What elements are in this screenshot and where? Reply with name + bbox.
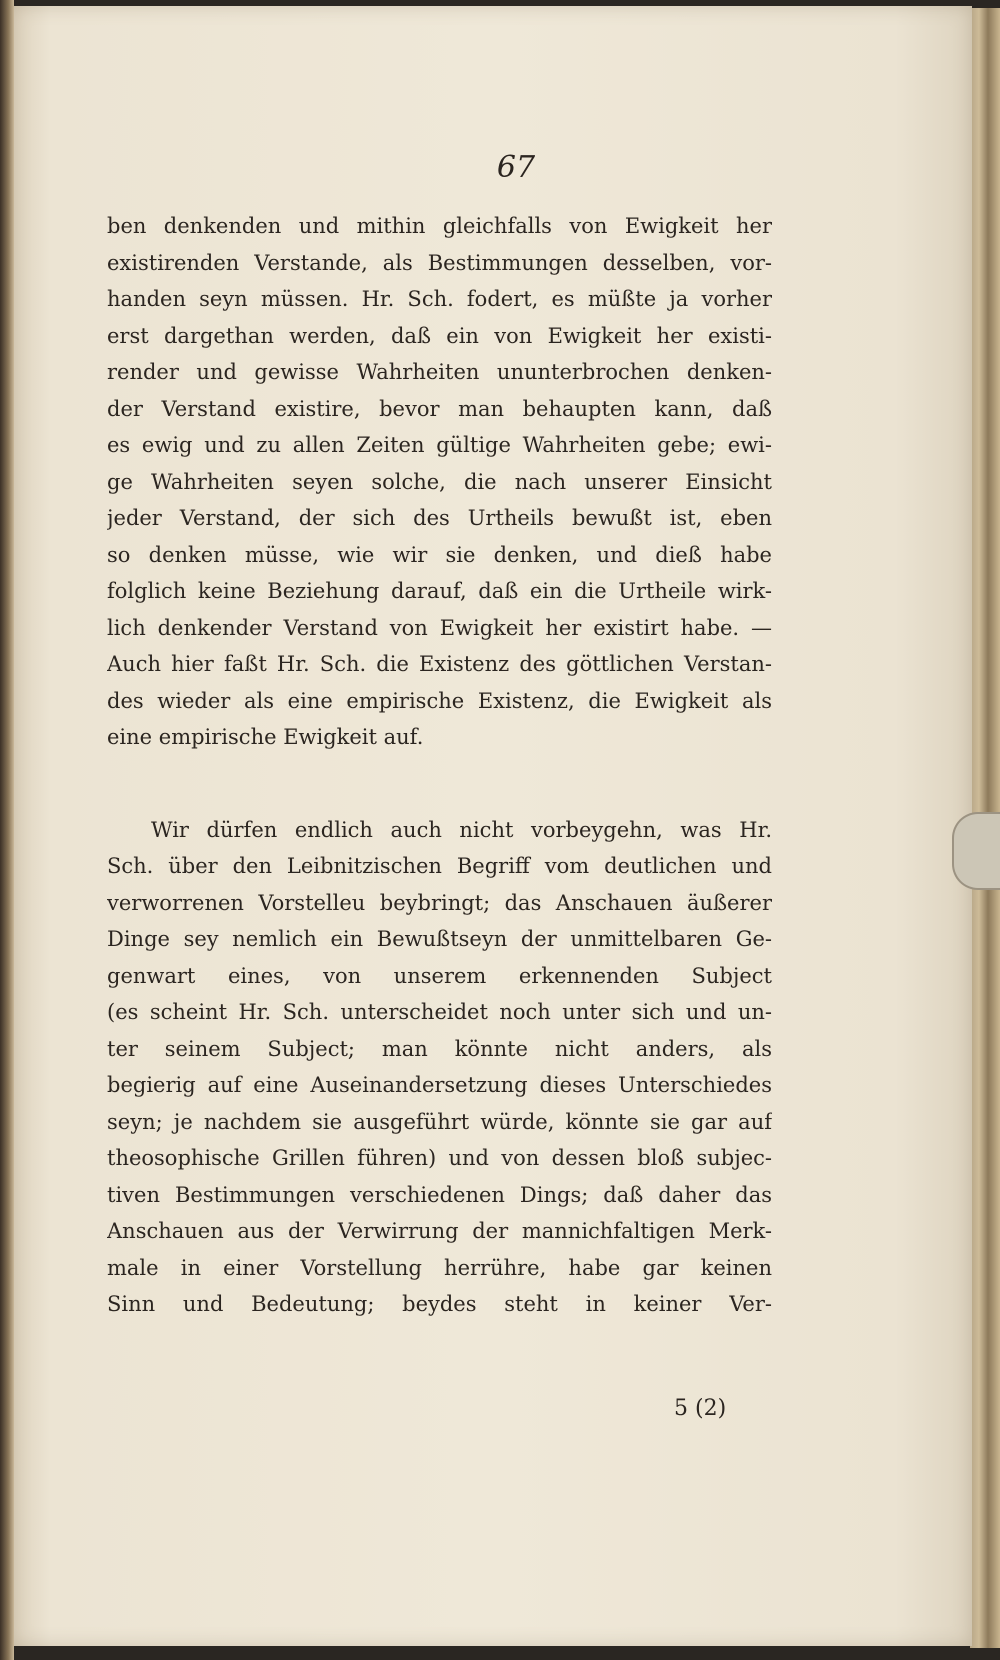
book-binding — [0, 0, 14, 1660]
text-line: folglich keine Beziehung darauf, daß ein die Urtheile wirk- — [107, 579, 772, 603]
text-line: eine empirische Ewigkeit auf. — [107, 725, 424, 749]
text-line: theosophische Grillen führen) und von dessen bloß subjec- — [107, 1146, 772, 1170]
text-line: ben denkenden und mithin gleichfalls von Ewigkeit her — [107, 214, 772, 238]
paragraph-2 — [107, 812, 772, 1323]
text-line: existirenden Verstande, als Bestimmungen desselben, vor- — [107, 250, 772, 275]
text-line: Anschauen aus der Verwirrung der mannichfaltigen Merk- — [107, 1219, 772, 1243]
paragraph-1 — [107, 208, 772, 756]
text-line: es ewig und zu allen Zeiten gültige Wahrheiten gebe; ewi- — [107, 433, 772, 457]
text-line: tiven Bestimmungen verschiedenen Dings; daß daher das — [107, 1182, 772, 1207]
text-line: male in einer Vorstellung herrühre, habe gar keinen — [107, 1255, 772, 1280]
text-line: begierig auf eine Auseinandersetzung dieses Unterschiedes — [107, 1073, 772, 1097]
text-line: verworrenen Vorstelleu beybringt; das Anschauen äußerer — [107, 890, 772, 915]
text-line: ge Wahrheiten seyen solche, die nach unserer Einsicht — [107, 469, 772, 494]
paragraph-gap — [107, 756, 772, 812]
text-line: Dinge sey nemlich ein Bewußtseyn der unmittelbaren Ge- — [107, 927, 772, 951]
text-line: der Verstand existire, bevor man behaupten kann, daß — [107, 396, 772, 421]
body-text — [107, 208, 772, 1323]
text-line: des wieder als eine empirische Existenz, die Ewigkeit als — [107, 688, 772, 713]
text-line: (es scheint Hr. Sch. unterscheidet noch unter sich und un- — [107, 1000, 772, 1024]
text-line: Sch. über den Leibnitzischen Begriff vom deutlichen und — [107, 854, 772, 878]
text-line: ter seinem Subject; man könnte nicht anders, als — [107, 1036, 772, 1061]
text-line: Wir dürfen endlich auch nicht vorbeygehn, was Hr. — [151, 817, 772, 842]
text-line: seyn; je nachdem sie ausgeführt würde, könnte sie gar auf — [107, 1109, 772, 1134]
text-line: genwart eines, von unserem erkennenden Subject — [107, 963, 772, 988]
text-line: Auch hier faßt Hr. Sch. die Existenz des göttlichen Verstan- — [107, 652, 772, 676]
text-line: render und gewisse Wahrheiten ununterbrochen denken- — [107, 360, 772, 384]
text-line: so denken müsse, wie wir sie denken, und dieß habe — [107, 542, 772, 567]
page-edge-tab — [952, 812, 1000, 890]
text-line: lich denkender Verstand von Ewigkeit her existirt habe. — — [107, 615, 772, 640]
text-line: erst dargethan werden, daß ein von Ewigkeit her existi- — [107, 323, 772, 348]
text-line: jeder Verstand, der sich des Urtheils bewußt ist, eben — [107, 506, 772, 530]
text-line: Sinn und Bedeutung; beydes steht in keiner Ver- — [107, 1292, 772, 1316]
signature-mark: 5 (2) — [674, 1396, 727, 1421]
page-number: 67 — [496, 150, 536, 185]
text-line: handen seyn müssen. Hr. Sch. fodert, es müßte ja vorher — [107, 287, 772, 311]
